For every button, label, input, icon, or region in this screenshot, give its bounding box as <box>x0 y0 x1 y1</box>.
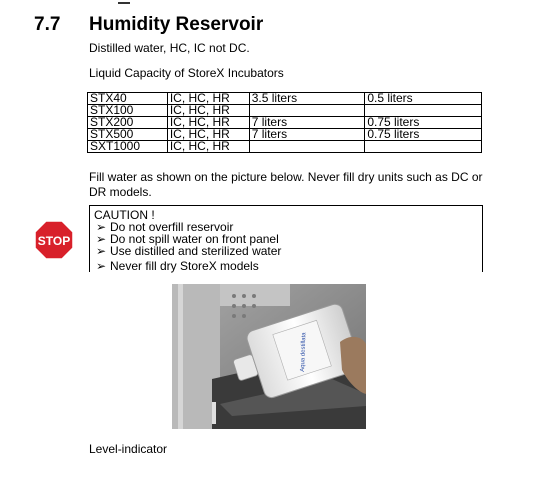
list-item <box>96 260 281 272</box>
table-cell: IC, HC, HR <box>167 117 249 129</box>
table-cell: SXT1000 <box>88 141 168 153</box>
table-cell: IC, HC, HR <box>167 105 249 117</box>
caution-item-text: Do not overfill reservoir <box>110 220 234 234</box>
photo-caption: Level-indicator <box>89 442 168 456</box>
table-cell: STX200 <box>88 117 168 129</box>
arrowhead-bullet-icon: ➢ <box>96 244 107 258</box>
intro-text: Distilled water, HC, IC not DC. <box>89 41 250 55</box>
table-row <box>88 141 482 153</box>
table-cell: IC, HC, HR <box>167 93 249 105</box>
table-cell: 0.75 liters <box>365 129 482 141</box>
reservoir-fill-photo <box>172 284 366 429</box>
caution-item-text: Use distilled and sterilized water <box>110 244 282 258</box>
arrowhead-bullet-icon: ➢ <box>96 220 107 234</box>
list-item <box>96 245 281 257</box>
caution-title: CAUTION ! <box>94 208 155 222</box>
table-cell: STX40 <box>88 93 168 105</box>
section-number: 7.7 <box>34 14 61 35</box>
table-cell: 3.5 liters <box>249 93 365 105</box>
table-cell: IC, HC, HR <box>167 141 249 153</box>
arrowhead-bullet-icon: ➢ <box>96 259 107 273</box>
arrowhead-bullet-icon: ➢ <box>96 232 107 246</box>
stop-sign-icon <box>34 220 74 260</box>
table-cell <box>365 141 482 153</box>
table-row <box>88 129 482 141</box>
table-cell: 0.75 liters <box>365 117 482 129</box>
caution-list <box>96 221 281 272</box>
table-cell: IC, HC, HR <box>167 129 249 141</box>
door-frame <box>178 284 183 429</box>
caution-item-text: Never fill dry StoreX models <box>110 259 259 273</box>
table-cell <box>249 141 365 153</box>
stop-sign-text: STOP <box>37 234 71 248</box>
fill-instructions: Fill water as shown on the picture below. Never fill dry units such as DC or DR models. <box>89 170 483 199</box>
table-cell: STX500 <box>88 129 168 141</box>
caution-box <box>89 205 483 272</box>
liquid-capacity-table <box>87 92 482 153</box>
table-cell: STX100 <box>88 105 168 117</box>
table-caption: Liquid Capacity of StoreX Incubators <box>89 66 284 80</box>
table-cell: 7 liters <box>249 117 365 129</box>
level-indicator <box>212 402 216 424</box>
caution-item-text: Do not spill water on front panel <box>110 232 279 246</box>
table-cell: 7 liters <box>249 129 365 141</box>
bottle-label-text: Aqua destillata <box>300 332 308 372</box>
section-title: Humidity Reservoir <box>89 14 264 35</box>
table-cell: 0.5 liters <box>365 93 482 105</box>
previous-page-fragment <box>118 0 130 4</box>
table-row <box>88 93 482 105</box>
